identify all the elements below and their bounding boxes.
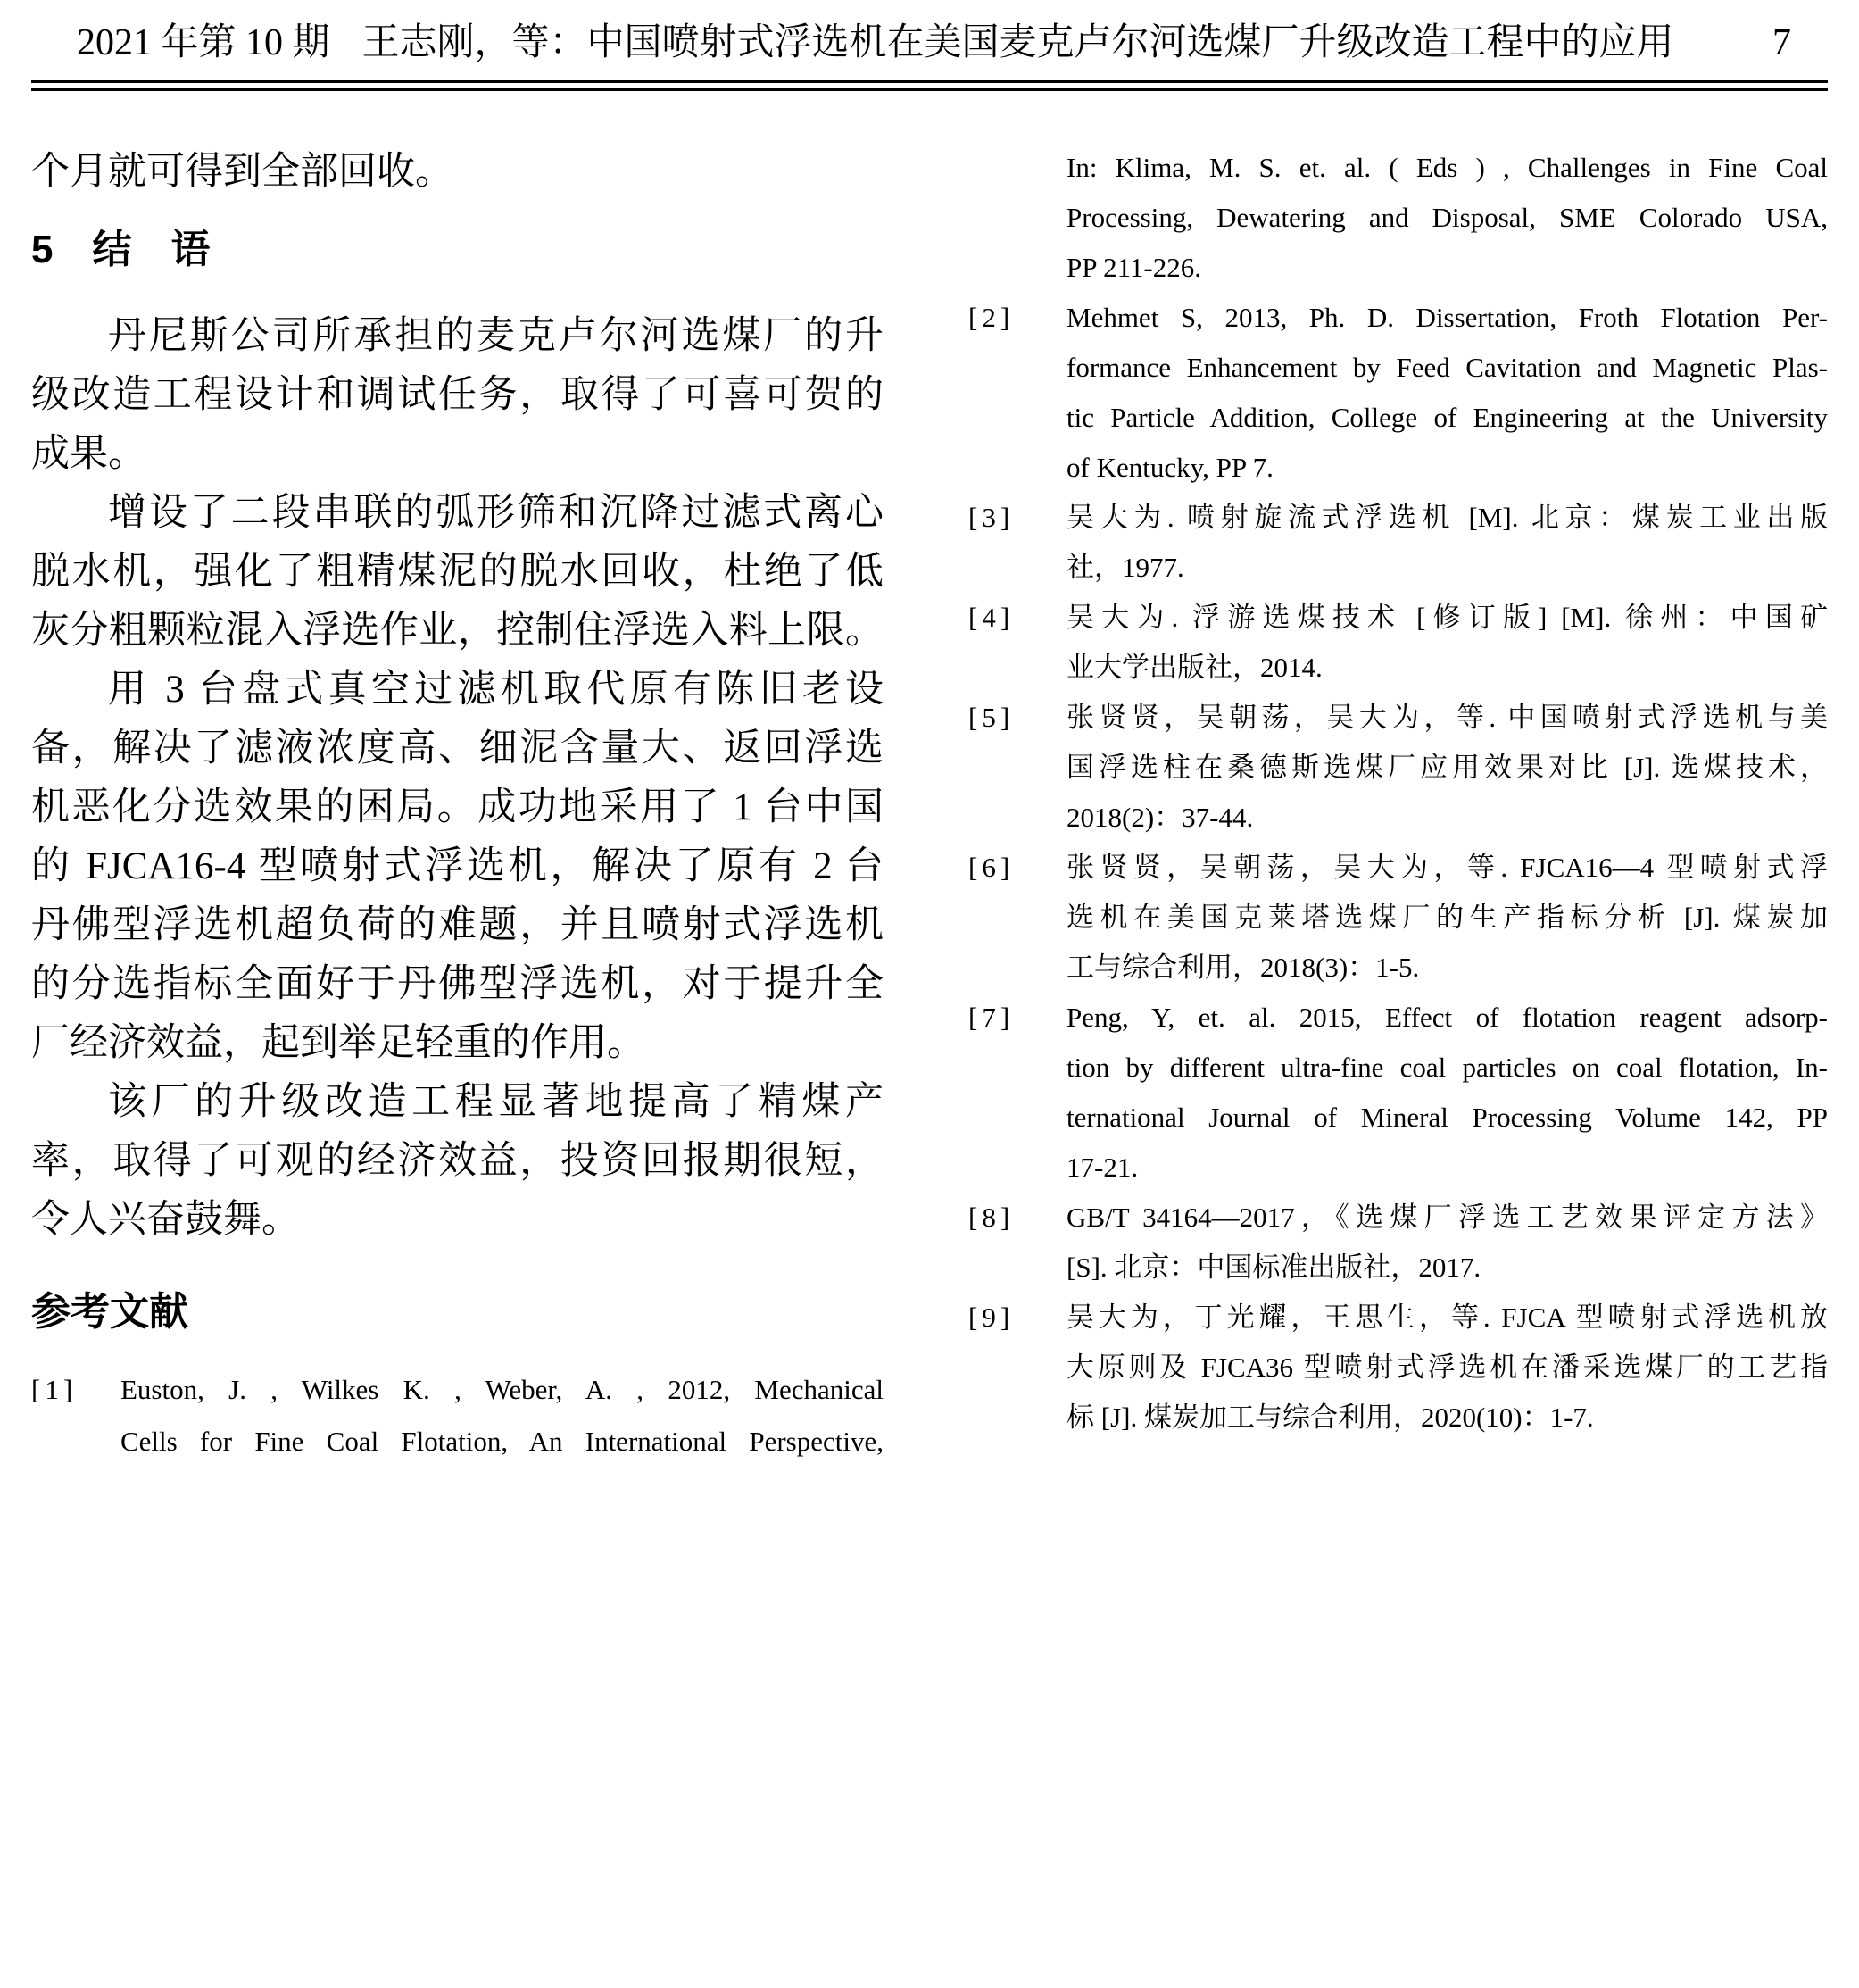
line-text: 率，取得了可观的经济效益，投资回报期很短， (31, 1140, 884, 1182)
text-line (968, 543, 1828, 593)
text-line (31, 1416, 884, 1468)
line-text: 机恶化分选效果的困局。成功地采用了 1 台中国 (31, 786, 884, 828)
text-line (31, 1132, 884, 1191)
text-line (968, 893, 1828, 943)
ref-marker: [5] (968, 702, 1015, 733)
header-page-number: 7 (1772, 22, 1791, 63)
text-line (31, 143, 884, 202)
line-text: 个月就可得到全部回收。 (31, 151, 453, 193)
line-text: 17-21. (1066, 1152, 1139, 1183)
line-text: 丹佛型浮选机超负荷的难题，并且喷射式浮选机 (31, 904, 884, 946)
text-line (31, 484, 884, 543)
line-text: formance Enhancement by Feed Cavitation and Magnetic Plas- (1066, 352, 1828, 383)
content-columns (0, 116, 1859, 1468)
line-text: GB/T 34164—2017，《选煤厂浮选工艺效果评定方法》 (1066, 1202, 1828, 1233)
line-text: tion by different ultra-fine coal particles on coal flotation, In- (1066, 1052, 1828, 1083)
text-line (968, 593, 1828, 643)
text-line (31, 543, 884, 602)
text-line (968, 343, 1828, 393)
text-line (968, 643, 1828, 693)
line-text: 张贤贤，吴朝荡，吴大为，等. FJCA16—4 型喷射式浮 (1066, 852, 1828, 883)
line-text: tic Particle Addition, College of Engineering at the University (1066, 402, 1828, 433)
text-line (968, 743, 1828, 793)
line-text: Cells for Fine Coal Flotation, An International Perspective, (120, 1426, 884, 1457)
header-article-title: 王志刚，等：中国喷射式浮选机在美国麦克卢尔河选煤厂升级改造工程中的应用 (361, 22, 1674, 63)
text-line (31, 720, 884, 778)
text-line (31, 1073, 884, 1132)
ref-marker: [6] (968, 852, 1015, 883)
text-line (31, 425, 884, 484)
text-line (31, 837, 884, 896)
line-text: 吴大为. 浮游选煤技术 [修订版] [M]. 徐州：中国矿 (1066, 602, 1828, 633)
text-line (968, 993, 1828, 1043)
line-text: In: Klima, M. S. et. al. ( Eds ) , Challenges in Fine Coal (1066, 152, 1828, 183)
text-line (31, 225, 884, 275)
line-text: 业大学出版社，2014. (1066, 652, 1323, 683)
text-line (968, 1193, 1828, 1243)
line-text: 国浮选柱在桑德斯选煤厂应用效果对比 [J]. 选煤技术， (1066, 752, 1828, 783)
text-line (968, 693, 1828, 743)
ref-marker: [7] (968, 1002, 1015, 1033)
line-text: 2018(2)：37-44. (1066, 802, 1254, 833)
text-line (968, 143, 1828, 193)
ref-marker: [3] (968, 502, 1015, 533)
text-line (968, 1043, 1828, 1093)
text-line (968, 193, 1828, 243)
line-text: of Kentucky, PP 7. (1066, 452, 1274, 483)
line-text: 该厂的升级改造工程显著地提高了精煤产 (108, 1081, 884, 1123)
line-text: 的 FJCA16-4 型喷射式浮选机，解决了原有 2 台 (31, 845, 884, 887)
line-text: 脱水机，强化了粗精煤泥的脱水回收，杜绝了低 (31, 551, 884, 593)
text-line (31, 307, 884, 366)
text-line (968, 393, 1828, 443)
line-text: 用 3 台盘式真空过滤机取代原有陈旧老设 (108, 669, 884, 711)
text-line (968, 243, 1828, 293)
line-text: PP 211-226. (1066, 252, 1202, 283)
line-text: 厂经济效益，起到举足轻重的作用。 (31, 1022, 645, 1064)
header-double-rule (31, 80, 1828, 91)
ref-marker: [1] (31, 1374, 78, 1405)
ref-marker: [4] (968, 602, 1015, 633)
line-text: 吴大为，丁光耀，王思生，等. FJCA 型喷射式浮选机放 (1066, 1302, 1828, 1333)
text-line (31, 896, 884, 955)
line-text: 选机在美国克莱塔选煤厂的生产指标分析 [J]. 煤炭加 (1066, 902, 1828, 933)
text-line (31, 661, 884, 720)
text-line (31, 1014, 884, 1073)
line-text: 的分选指标全面好于丹佛型浮选机，对于提升全 (31, 963, 884, 1005)
text-line (968, 443, 1828, 493)
text-line (31, 1285, 884, 1339)
ref-marker: [2] (968, 302, 1015, 333)
line-text: 张贤贤，吴朝荡，吴大为，等. 中国喷射式浮选机与美 (1066, 702, 1828, 733)
line-text: 5 结 语 (31, 228, 211, 271)
text-line (31, 366, 884, 425)
text-line (968, 1293, 1828, 1343)
line-text: 大原则及 FJCA36 型喷射式浮选机在潘采选煤厂的工艺指 (1066, 1352, 1828, 1383)
text-line (968, 293, 1828, 343)
line-text: [S]. 北京：中国标准出版社，2017. (1066, 1252, 1481, 1283)
text-line (968, 1393, 1828, 1443)
line-text: 社，1977. (1066, 552, 1184, 583)
text-line (968, 793, 1828, 843)
line-text: 标 [J]. 煤炭加工与综合利用，2020(10)：1-7. (1066, 1402, 1594, 1433)
line-text: 灰分粗颗粒混入浮选作业，控制住浮选入料上限。 (31, 610, 884, 652)
text-line (31, 955, 884, 1014)
line-text: 丹尼斯公司所承担的麦克卢尔河选煤厂的升 (108, 315, 884, 357)
left-column (31, 116, 884, 1468)
line-text: 增设了二段串联的弧形筛和沉降过滤式离心 (108, 492, 884, 534)
line-text: 级改造工程设计和调试任务，取得了可喜可贺的 (31, 374, 884, 416)
right-column (968, 116, 1828, 1468)
line-text: 备，解决了滤液浓度高、细泥含量大、返回浮选 (31, 728, 884, 769)
text-line (968, 843, 1828, 893)
line-text: 成果。 (31, 433, 146, 475)
text-line (31, 1191, 884, 1250)
text-line (968, 1143, 1828, 1193)
ref-marker: [9] (968, 1302, 1015, 1333)
text-line (31, 1364, 884, 1416)
page-header (0, 0, 1859, 66)
text-line (968, 1343, 1828, 1393)
text-line (968, 1243, 1828, 1293)
header-issue: 2021 年第 10 期 (77, 22, 330, 63)
text-line (968, 943, 1828, 993)
line-text: 令人兴奋鼓舞。 (31, 1199, 300, 1241)
line-text: 吴大为. 喷射旋流式浮选机 [M]. 北京：煤炭工业出版 (1066, 502, 1828, 533)
text-line (31, 778, 884, 837)
line-text: Euston, J. , Wilkes K. , Weber, A. , 2012, Mechanical (120, 1374, 884, 1405)
ref-marker: [8] (968, 1202, 1015, 1233)
line-text: ternational Journal of Mineral Processing Volume 142, PP (1066, 1102, 1828, 1133)
text-line (968, 1093, 1828, 1143)
text-line (968, 493, 1828, 543)
line-text: Processing, Dewatering and Disposal, SME Colorado USA, (1066, 202, 1828, 233)
line-text: 工与综合利用，2018(3)：1-5. (1066, 952, 1420, 983)
line-text: Peng, Y, et. al. 2015, Effect of flotation reagent adsorp- (1066, 1002, 1828, 1033)
text-line (31, 602, 884, 661)
line-text: 参考文献 (31, 1290, 188, 1334)
line-text: Mehmet S, 2013, Ph. D. Dissertation, Froth Flotation Per- (1066, 302, 1828, 333)
